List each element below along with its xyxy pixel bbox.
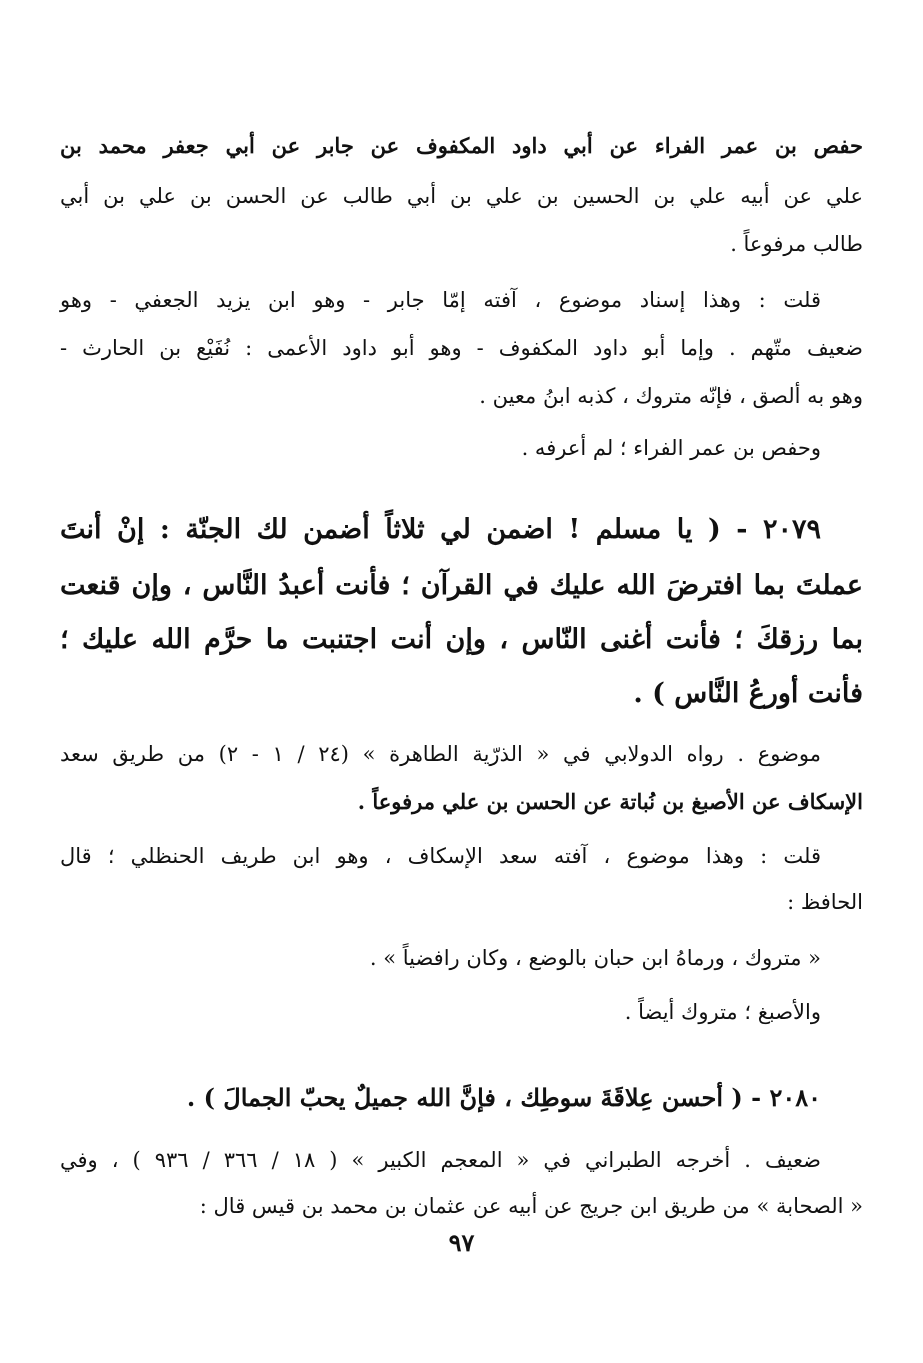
hadith-text: عملتَ بما افترضَ الله عليك في القرآن ؛ فأنت أعبدُ النَّاس ، وإن قنعت xyxy=(60,570,863,601)
hadith-heading: ٢٠٧٩ - ( يا مسلم ! اضمن لي ثلاثاً أضمن لك الجنّة : إنْ أنتَ xyxy=(60,514,821,545)
text-line: والأصبغ ؛ متروك أيضاً . xyxy=(624,1000,821,1024)
text-line: طالب مرفوعاً . xyxy=(730,232,863,256)
quote-line: « متروك ، ورماهُ ابن حبان بالوضع ، وكان رافضياً » . xyxy=(369,946,821,970)
text-line: ضعيف . أخرجه الطبراني في « المعجم الكبير » ( ١٨ / ٣٦٦ / ٩٣٦ ) ، وفي xyxy=(60,1148,822,1172)
text-line: موضوع . رواه الدولابي في « الذرّية الطاهرة » (٢٤ / ١ - ٢) من طريق سعد xyxy=(60,742,821,766)
text-line: ضعيف متّهم . وإما أبو داود المكفوف - وهو أبو داود الأعمى : نُفَيْع بن الحارث - xyxy=(60,336,863,360)
text-line: حفص بن عمر الفراء عن أبي داود المكفوف عن جابر عن أبي جعفر محمد بن xyxy=(60,133,863,158)
text-line: « الصحابة » من طريق ابن جريج عن أبيه عن عثمان بن محمد بن قيس قال : xyxy=(199,1194,863,1218)
text-line: علي عن أبيه علي بن الحسين بن علي بن أبي طالب عن الحسن بن علي بن أبي xyxy=(60,184,863,208)
text-line: وهو به ألصق ، فإنّه متروك ، كذبه ابنُ معين . xyxy=(479,384,863,408)
text-line: وحفص بن عمر الفراء ؛ لم أعرفه . xyxy=(521,436,821,460)
text-line: قلت : وهذا إسناد موضوع ، آفته إمّا جابر - وهو ابن يزيد الجعفي - وهو xyxy=(60,288,821,312)
hadith-heading: ٢٠٨٠ - ( أحسن عِلاقَةَ سوطِك ، فإنَّ الله جميلٌ يحبّ الجمالَ ) . xyxy=(186,1083,821,1112)
text-line: قلت : وهذا موضوع ، آفته سعد الإسكاف ، وهو ابن طريف الحنظلي ؛ قال xyxy=(60,844,821,868)
text-line: الإسكاف عن الأصبغ بن نُباتة عن الحسن بن علي مرفوعاً . xyxy=(357,789,863,814)
hadith-text: بما رزقكَ ؛ فأنت أغنى النّاس ، وإن أنت اجتنبت ما حرَّم الله عليك ؛ xyxy=(60,624,863,655)
text-line: الحافظ : xyxy=(787,890,863,914)
hadith-text: فأنت أورعُ النَّاس ) . xyxy=(633,678,863,709)
page-number: ٩٧ xyxy=(448,1228,475,1257)
